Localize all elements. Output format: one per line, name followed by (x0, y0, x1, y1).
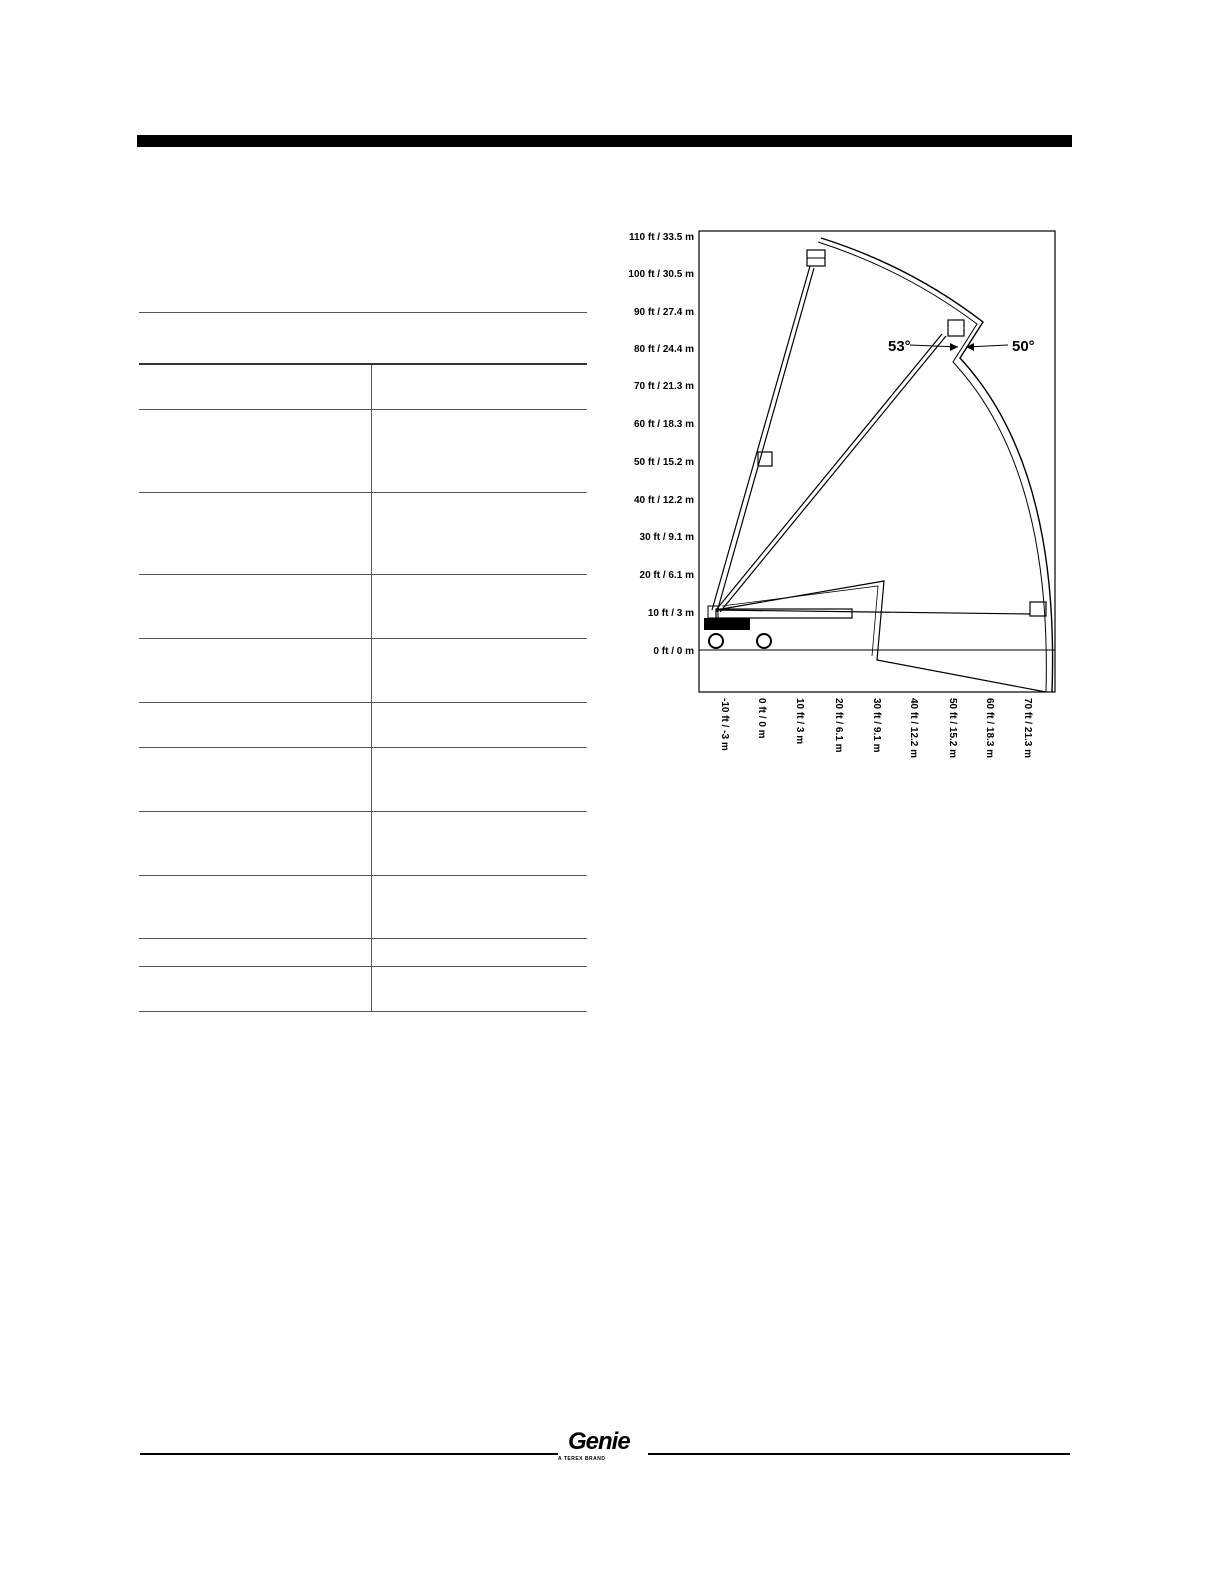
angle-label-right: 50° (1012, 338, 1035, 355)
table-top-rule (139, 312, 587, 313)
y-tick-label: 40 ft / 12.2 m (633, 495, 694, 506)
table-row (139, 748, 587, 812)
y-tick-label: 70 ft / 21.3 m (633, 381, 694, 392)
x-tick-label: -10 ft / -3 m (719, 698, 730, 751)
x-tick-label: 30 ft / 9.1 m (871, 698, 882, 753)
y-tick-label: 110 ft / 33.5 m (628, 232, 694, 243)
working-range-diagram (620, 226, 1060, 766)
y-tick-label: 80 ft / 24.4 m (633, 344, 694, 355)
x-tick-label: 50 ft / 15.2 m (947, 698, 958, 759)
logo-tagline: A TEREX BRAND (558, 1456, 606, 1462)
page-footer (140, 1426, 1070, 1466)
table-row (139, 639, 587, 703)
y-tick-label: 30 ft / 9.1 m (639, 532, 694, 543)
angle-label-left: 53° (888, 338, 911, 355)
table-row (139, 967, 587, 1012)
y-tick-label: 20 ft / 6.1 m (639, 570, 694, 581)
x-tick-label: 60 ft / 18.3 m (984, 698, 995, 759)
y-tick-label: 100 ft / 30.5 m (628, 269, 694, 280)
x-tick-label: 0 ft / 0 m (756, 698, 767, 739)
y-tick-label: 0 ft / 0 m (653, 646, 694, 657)
genie-logo: Genie (568, 1428, 630, 1455)
footer-rule-right (648, 1453, 1070, 1455)
table-row (139, 876, 587, 939)
table-row (139, 812, 587, 876)
x-tick-label: 40 ft / 12.2 m (908, 698, 919, 759)
y-tick-label: 90 ft / 27.4 m (633, 307, 694, 318)
x-tick-label: 20 ft / 6.1 m (833, 698, 844, 753)
table-row (139, 410, 587, 493)
table-row (139, 575, 587, 639)
footer-rule-left (140, 1453, 558, 1455)
table-row (139, 939, 587, 967)
table-row (139, 493, 587, 575)
x-tick-label: 70 ft / 21.3 m (1022, 698, 1033, 759)
table-row (139, 703, 587, 748)
y-tick-label: 60 ft / 18.3 m (633, 419, 694, 430)
table-row (139, 365, 587, 410)
y-tick-label: 50 ft / 15.2 m (633, 457, 694, 468)
y-tick-label: 10 ft / 3 m (647, 608, 694, 619)
x-tick-label: 10 ft / 3 m (794, 698, 805, 745)
header-bar (137, 135, 1072, 147)
